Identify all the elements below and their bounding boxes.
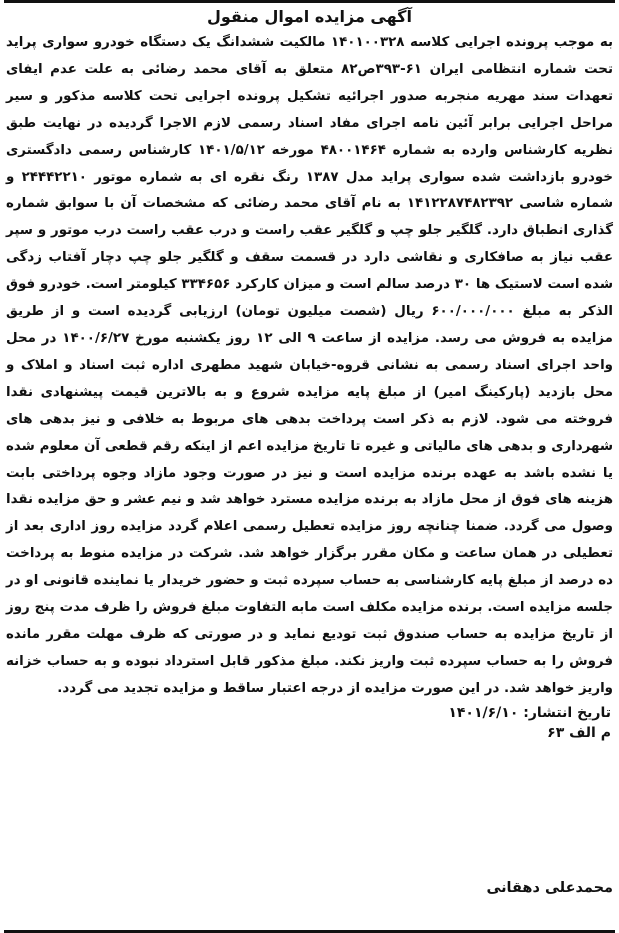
signature-name: محمدعلی دهقانی (486, 880, 613, 896)
top-rule (4, 0, 615, 3)
reference-code: م الف ۶۳ (547, 724, 611, 741)
notice-body: به موجب پرونده اجرایی کلاسه ۱۴۰۱۰۰۳۲۸ مالکیت ششدانگ یک دستگاه خودرو سواری پراید تحت شماره انتظامی ایران ۶۱-۳۹۳ص۸۲ متعلق به آقای محمد رضائی به علت عدم ایفای تعهدات سند مهریه منجربه صدور اجرائیه تشکیل پرونده اجرایی تحت کلاسه مذکور و سیر مراحل اجرایی برابر آئین نامه اجرای مفاد اسناد رسمی لازم الاجرا گردیده در نهایت طبق نظریه کارشناس وارده به شماره ۴۸۰۰۱۴۶۴ مورخه ۱۴۰۱/۵/۱۲ کارشناس رسمی دادگستری خودرو بازداشت شده سواری پراید مدل ۱۳۸۷ رنگ نقره ای به شماره موتور ۲۴۴۴۲۲۱۰ و شماره شاسی ۱۴۱۲۲۸۷۴۸۲۳۹۲ به نام آقای محمد رضائی که مشخصات آن با سوابق شماره گذاری انطباق دارد. گلگیر جلو چپ و گلگیر عقب راست و درب عقب راست درب موتور و سپر عقب نیاز به صافکاری و نقاشی دارد در قسمت سقف و گلگیر جلو چپ دچار آفتاب زدگی شده است لاستیک ها ۳۰ درصد سالم است و میزان کارکرد ۳۳۴۶۵۶ کیلومتر است. خودرو فوق الذکر به مبلغ ۶۰۰/۰۰۰/۰۰۰ ریال (شصت میلیون تومان) ارزیابی گردیده است و از طریق مزایده به فروش می رسد. مزایده از ساعت ۹ الی ۱۲ روز یکشنبه مورخ ۱۴۰۰/۶/۲۷ در محل واحد اجرای اسناد رسمی به نشانی قروه-خیابان شهید مطهری اداره ثبت اسناد و املاک و محل بازدید (پارکینگ امیر) از مبلغ پایه مزایده شروع و به بالاترین قیمت پیشنهادی نقدا فروخته می شود. لازم به ذکر است پرداخت بدهی های مربوط به خلافی و نیز بدهی های شهرداری و بدهی های مالیاتی و غیره تا تاریخ مزایده اعم از اینکه رقم قطعی آن معلوم شده یا نشده باشد به عهده برنده مزایده است و نیز در صورت وجود مازاد وجوه پرداختی بابت هزینه های فوق از محل مازاد به برنده مزایده مسترد خواهد شد و نیم عشر و حق مزایده نقدا وصول می گردد. ضمنا چنانچه روز مزایده تعطیل رسمی اعلام گردد مزایده روز اداری بعد از تعطیلی در همان ساعت و مکان مقرر برگزار خواهد شد. شرکت در مزایده منوط به پرداخت ده درصد از مبلغ پایه کارشناسی به حساب سپرده ثبت و حضور خریدار یا نماینده قانونی او در جلسه مزایده است. برنده مزایده مکلف است مابه التفاوت مبلغ فروش را ظرف مدت پنج روز از تاریخ مزایده به حساب صندوق ثبت تودیع نماید و در صورتی که ظرف مهلت مقرر مانده فروش را به حساب سپرده ثبت واریز نکند. مبلغ مذکور قابل استرداد نبوده و به حساب خزانه واریز خواهد شد. در این صورت مزایده از درجه اعتبار ساقط و مزایده تجدید می گردد. (6, 35, 613, 696)
notice-title: آگهی مزایده اموال منقول (207, 7, 412, 26)
auction-notice (6, 6, 613, 927)
publish-date: تاریخ انتشار: ۱۴۰۱/۶/۱۰ (448, 704, 611, 721)
